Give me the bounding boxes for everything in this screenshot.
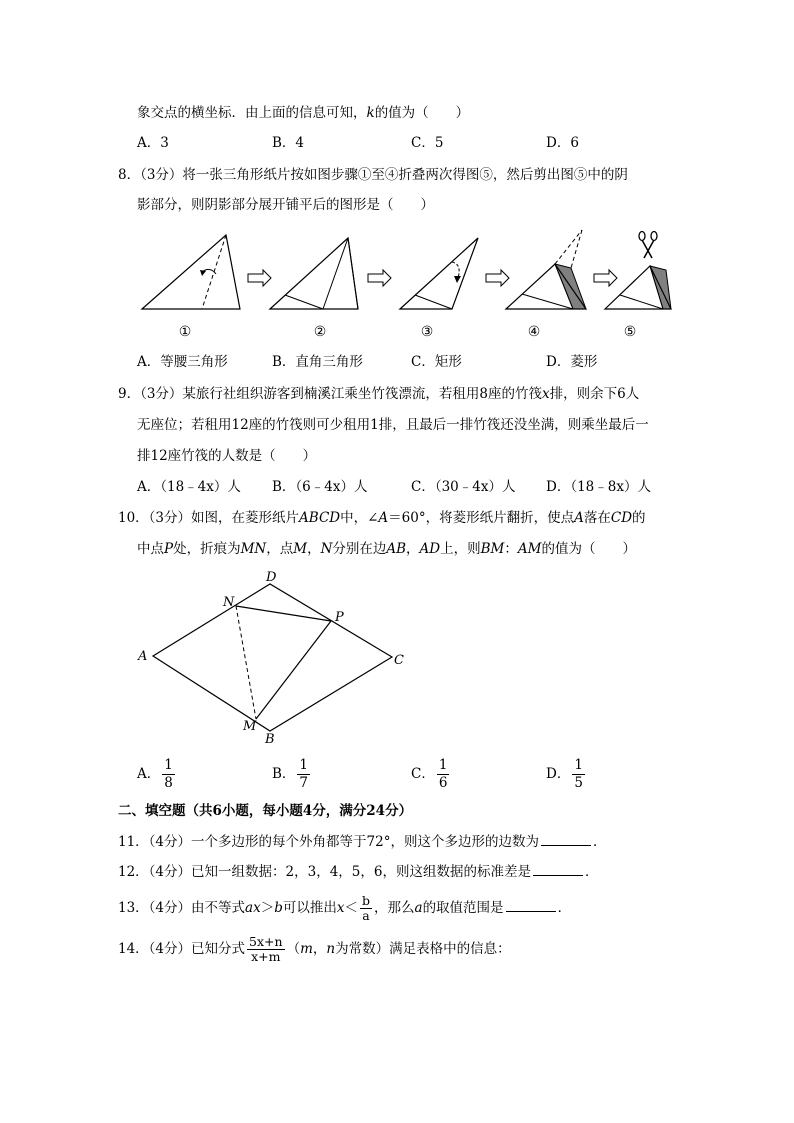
- rhombus-abcd: [153, 584, 392, 731]
- q8-option-a[interactable]: A．等腰三角形: [137, 354, 228, 370]
- q9-line3: 排12座竹筏的人数是（ ）: [137, 448, 317, 464]
- q9-option-b[interactable]: B．（6﹣4x）人: [272, 479, 368, 495]
- q8-folding-figure: [130, 228, 680, 346]
- fig-label-2: ②: [313, 324, 327, 340]
- q14-text: 14．（4分）已知分式 $\frac{5x+n}{x+m}$ （m，n为常数）满足表格中的信息：: [118, 934, 511, 964]
- q12-answer-blank[interactable]: [533, 863, 583, 876]
- point-label-p: P: [335, 610, 344, 625]
- q9-option-d[interactable]: D．（18﹣8x）人: [546, 479, 651, 495]
- q7-option-d[interactable]: D．6: [546, 135, 579, 151]
- fig5-triangle: [605, 266, 671, 309]
- q8-option-b[interactable]: B．直角三角形: [272, 354, 363, 370]
- point-label-b: B: [265, 732, 275, 747]
- arrow-4: [594, 270, 617, 286]
- q9-option-a[interactable]: A．（18﹣4x）人: [137, 479, 241, 495]
- q10-option-a[interactable]: A． $\frac{1}{8}$: [137, 757, 173, 791]
- point-label-m: M: [243, 719, 257, 734]
- q12-text: 12．（4分）已知一组数据：2，3，4，5，6，则这组数据的标准差是 ．: [118, 864, 599, 880]
- fig-label-4: ④: [527, 324, 541, 340]
- q10-option-c[interactable]: C． $\frac{1}{6}$: [411, 757, 448, 791]
- q10-line2: 中点P处，折痕为MN，点M，N分别在边AB，AD上，则BM：AM的值为（ ）: [137, 541, 636, 557]
- point-label-a: A: [138, 649, 148, 664]
- fig-label-1: ①: [178, 324, 192, 340]
- q7-text: 象交点的横坐标．由上面的信息可知，k的值为（ ）: [137, 105, 470, 121]
- point-label-c: C: [394, 653, 404, 668]
- arrow-3: [486, 270, 509, 286]
- point-label-n: N: [223, 595, 235, 610]
- q9-line1: 9．（3分）某旅行社组织游客到楠溪江乘坐竹筏漂流，若租用8座的竹筏x排，则余下6人: [118, 386, 640, 402]
- q7-option-c[interactable]: C．5: [411, 135, 444, 151]
- q13-text: 13．（4分）由不等式ax＞b可以推出x＜ $\frac{b}{a}$ ，那么a的取值范围是 ．: [118, 893, 572, 923]
- fig3-triangle: [400, 238, 478, 309]
- q11-text: 11．（4分）一个多边形的每个外角都等于72°，则这个多边形的边数为 ．: [118, 834, 607, 850]
- q14-fraction: $\frac{5x+n}{x+m}$: [249, 934, 283, 964]
- q10-rhombus-figure: [130, 565, 420, 750]
- fig4-triangle: [506, 230, 586, 309]
- q9-option-c[interactable]: C．（30﹣4x）人: [411, 479, 516, 495]
- crease-mn: [236, 606, 256, 719]
- q10-option-d[interactable]: D． $\frac{1}{5}$: [546, 757, 583, 791]
- q7-option-b[interactable]: B．4: [272, 135, 305, 151]
- q10-line1: 10．（3分）如图，在菱形纸片ABCD中，∠A＝60°，将菱形纸片翻折，使点A落在CD的: [118, 510, 646, 526]
- segment-np: [236, 606, 331, 621]
- fig-label-3: ③: [420, 324, 434, 340]
- q9-line2: 无座位；若租用12座的竹筏则可少租用1排，且最后一排竹筏还没坐满，则乘坐最后一: [137, 417, 649, 433]
- fig2-triangle: [270, 238, 358, 309]
- q8-option-d[interactable]: D．菱形: [546, 354, 598, 370]
- segment-mp: [256, 621, 331, 719]
- q7-option-a[interactable]: A．3: [137, 135, 169, 151]
- arrow-2: [368, 270, 391, 286]
- scissors-icon: [639, 232, 657, 259]
- section-2-title: 二、填空题（共6小题，每小题4分，满分24分）: [118, 803, 413, 819]
- q13-fraction: $\frac{b}{a}$: [361, 893, 370, 923]
- q8-option-c[interactable]: C．矩形: [411, 354, 462, 370]
- point-label-d: D: [266, 570, 277, 585]
- fig-label-5: ⑤: [623, 324, 637, 340]
- q8-line2: 影部分，则阴影部分展开铺平后的图形是（ ）: [137, 197, 434, 213]
- q13-answer-blank[interactable]: [506, 899, 556, 912]
- arrow-1: [248, 270, 271, 286]
- fig1-triangle: [142, 235, 240, 309]
- q8-line1: 8．（3分）将一张三角形纸片按如图步骤①至④折叠两次得图⑤，然后剪出图⑤中的阴: [118, 167, 628, 183]
- q10-option-b[interactable]: B． $\frac{1}{7}$: [272, 757, 309, 791]
- q11-answer-blank[interactable]: [541, 833, 591, 846]
